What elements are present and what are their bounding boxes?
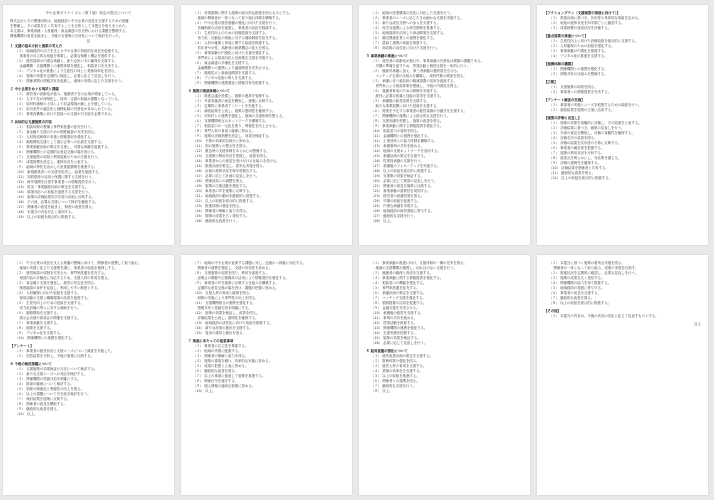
text-line: （３） デジタル化の推進により生産性の向上と業務効率化を図る。: [15, 69, 118, 73]
text-line: （２） 親族内承継に加え、第三者承継の選択肢を広げる。: [371, 69, 461, 73]
text-line: （１） 支援施策の効果検証の方法について検討する。: [15, 367, 98, 371]
text-line: （２） 回答結果を分析し、今後の施策に反映する。: [15, 354, 95, 358]
text-line: 本文書は、事業承継・人材確保・資金調達の各分野における課題を整理する。: [10, 29, 129, 33]
text-line: （14） 地域の支援ネットワークを活用する。: [371, 149, 441, 153]
text-line: （22） 以上の取組を総合的に推進する。: [193, 199, 257, 203]
text-line: （13） 承継事例の共有を進める。: [371, 144, 424, 148]
text-line: （９） 個人情報の適切な管理に努める。: [193, 384, 256, 388]
text-line: （３） 人材育成研修の実施と情報発信を強化する。: [15, 135, 95, 139]
text-line: （18） 本提言の内容を広く周知する。: [15, 210, 75, 214]
text-line: （７） 支援施策の周知と利用促進のための広報を行う。: [15, 155, 101, 159]
text-line: （７） 以上の事項に留意して施策を推進する。: [193, 374, 266, 378]
text-line: 若年者や女性、高齢者の就業機会の拡大を図る。: [193, 46, 273, 50]
text-line: 経営に必要な知識と技能の習得を支援する。: [371, 94, 444, 98]
text-line: （５） 以上の取組を推進する。: [371, 374, 420, 378]
text-line: （２） 財務体質の強化を図る。: [371, 359, 420, 363]
text-line: （19） 以上の取組を総合的に推進する。: [15, 215, 79, 219]
section-heading: 【アンケート】: [10, 344, 34, 348]
section-heading: １ 支援の基本方針と施策の考え方: [10, 44, 63, 48]
text-line: 関係者が一体となって取り組み、成果の実現を目指す。: [549, 266, 639, 270]
text-line: （４） 販路開拓支援として展示会等への出展を支援する。: [15, 140, 105, 144]
text-line: （２） 事業者のニーズに応じたきめ細かな支援を実施する。: [371, 16, 464, 20]
text-line: （15） 雇用の維持と創出を図る。: [193, 331, 246, 335]
text-line: （３） 承継に伴う税負担の軽減措置の活用を促進する。: [371, 79, 457, 83]
text-line: （８） 改善点を明らかにし、対応策を講じる。: [549, 156, 622, 160]
text-line: （８） 以上。: [371, 389, 393, 393]
text-line: （１） 本提言に基づく施策の着実な実施を図る。: [549, 261, 625, 265]
text-line: （21） 地域経済の動向を継続的に把握する。: [193, 194, 263, 198]
section-heading: 【連携体制の構築】: [544, 62, 575, 66]
text-line: （７） 関係機関の連携による総合的な支援を行う。: [371, 114, 451, 118]
text-line: （５） 市町村との連携を強化し、地域の支援体制を整える。: [193, 114, 286, 118]
text-line: 株式会社とその関連団体は、地域経済と中小企業の成長を支援するための基盤: [10, 19, 129, 23]
text-line: （12） 啓発活動を推進する。: [371, 321, 418, 325]
text-line: （17） 必要に応じて計画の見直しを行う。: [193, 174, 260, 178]
text-line: 研修の実施により専門性の向上を図る。: [193, 296, 259, 300]
section-heading: ３ 具体的な支援施策の内容: [10, 120, 52, 124]
text-line: （２） 経営資源の円滑な承継と、新たな担い手の確保を支援する。: [15, 59, 118, 63]
text-line: （10） 相談窓口の周知を図る。: [371, 129, 421, 133]
text-line: マッチング支援の仕組みを構築し、成約件数の増加を図る。: [371, 74, 467, 78]
text-line: （７） 販路拡大と新商品開発を支援する。: [193, 71, 259, 75]
text-line: （２） 推進状況を定期的に確認し、必要な見直しを行う。: [549, 271, 639, 275]
text-line: （11） 国の施策との整合性を図る。: [193, 144, 250, 148]
text-line: （８） 商店街の活性化に向けた支援を行う。: [371, 46, 440, 50]
text-line: （７） 事業承継を支援する。: [15, 321, 61, 325]
section-heading: ４ 施策の推進体制について: [188, 89, 230, 93]
text-line: （１） 関係機関との連携を強化する。: [549, 67, 608, 71]
text-line: （11） 継続的な改善を図る。: [549, 171, 596, 175]
text-line: （24） 早期の取組を促進する。: [371, 199, 421, 203]
text-line: （10） 承継後の経営を支援する。: [371, 311, 424, 315]
text-line: 省力化設備の導入に対する補助を行う。: [15, 306, 81, 310]
text-line: （10） 評価結果を関係者と共有する。: [549, 166, 609, 170]
text-line: （６） 観光関連産業との連携を強化する。: [371, 36, 437, 40]
text-line: （１） 中小企業の成長を支える基盤の整備に向けて、関係者が連携して取り組む。: [15, 261, 142, 265]
text-line: 早期の準備を促すため、啓発活動と個別支援を一体的に行う。: [371, 64, 471, 68]
text-line: （16） 計画の進捗状況を毎年度報告する。: [193, 169, 260, 173]
text-line: （25） 施策の成果を広く発信する。: [193, 214, 250, 218]
text-line: （３） 成果指標の達成状況を評価する。: [549, 26, 612, 30]
text-line: （８） 専門人材の育成と確保に努める。: [193, 129, 256, 133]
text-line: （１） 相談体制の整備と専門家派遣の拡充を行う。: [15, 125, 95, 129]
text-line: （４） 業務の効率化を支援する。: [371, 369, 423, 373]
text-line: （20） 必要に応じて制度の見直しを行う。: [371, 179, 438, 183]
text-line: 関係者の連携を強化し、支援の実効性を高める。: [193, 266, 273, 270]
text-line: （６） 支援機関相互のネットワークを構築する。: [193, 119, 269, 123]
page-3: [359, 5, 530, 245]
text-line: （16） その他、必要な支援について検討を継続する。: [15, 200, 99, 204]
text-line: 展示会出展や商談会の開催を支援する。: [15, 316, 81, 320]
text-line: 説明会の開催や広報媒体の活用により情報発信を強化する。: [193, 276, 290, 280]
text-line: （15） 推進計画を策定し、着実な実施を図る。: [193, 164, 267, 168]
text-line: （５） 専門家派遣を拡充する。: [371, 286, 420, 290]
text-line: （１） 生産性向上に向けた設備投資を重点的に支援する。: [549, 39, 639, 43]
text-line: （18） 関係部局との調整を図る。: [193, 179, 246, 183]
text-line: （７） 検討結果を施策に反映する。: [15, 397, 71, 401]
text-line: （６） 廃業を予定する事業者の経営資源の引継ぎを支援する。: [371, 109, 468, 113]
text-line: 地域の関係者が一体となって取り組む体制を構築する。: [193, 16, 283, 20]
section-heading: ５ 事業承継の推進について: [366, 54, 408, 58]
text-line: （16） 必要に応じて見直しを行う。: [371, 341, 428, 345]
text-line: （８） 税制措置の活用を促進する。: [371, 301, 427, 305]
text-line: 相談内容の多様化に対応するため、支援人材の育成を図る。: [15, 276, 111, 280]
text-line: 関係機関の意見を踏まえ、今後の支援策の方向性について検討を行った。: [10, 34, 123, 38]
text-line: 制度融資の条件を見直し、利用しやすい制度とする。: [15, 286, 101, 290]
text-line: （７） 継続的な改善を図る。: [549, 296, 595, 300]
text-line: （６） 事業者の成長を支援する。: [549, 291, 601, 295]
text-line: （３） 関係機関の役割分担を明確にする。: [15, 377, 81, 381]
text-line: （21） 関係者の意見を施策に反映する。: [371, 184, 435, 188]
text-line: 金融機関との連携により融資制度を充実させる。: [193, 66, 273, 70]
text-line: （23） 推進体制の強化を図る。: [193, 204, 243, 208]
text-line: （３） 定期的に事業者アンケートを実施する。: [193, 104, 266, 108]
text-line: （10） 予算の効率的な執行に努める。: [193, 139, 253, 143]
text-line: （４） 評価手法の改善を図る。: [549, 136, 598, 140]
text-line: （10） 新規創業者への支援を拡充し、起業を促進する。: [15, 170, 102, 174]
text-line: （３） 新たな成長分野への参入を支援する。: [371, 21, 440, 25]
text-line: （23） 経営者の意識啓発を図る。: [371, 194, 424, 198]
text-line: （５） 成果の把握と公表に努める。: [193, 364, 249, 368]
text-line: （11） 金融機関との連携を強化する。: [371, 134, 431, 138]
text-line: （14） 環境対応への取組を促進する支援を行う。: [15, 190, 92, 194]
text-line: （５） 地域資源を活用した商品開発を支援する。: [371, 31, 447, 35]
text-line: （18） 以上の取組を総合的に推進する。: [371, 169, 435, 173]
text-line: （10） 支援人材の育成と確保を図る。: [193, 291, 253, 295]
text-line: （５） 承継後の経営改善を支援する。: [371, 99, 430, 103]
text-line: （６） 関係者との連携を図る。: [371, 379, 420, 383]
text-line: （１） 事業承継の推進に向け、支援体制の一層の充実を図る。: [371, 261, 467, 265]
text-line: （８） デジタル技術の導入を支援する。: [193, 76, 255, 80]
text-line: （７） 継続的な支援を行う。: [371, 384, 417, 388]
text-line: （12） 施策の効果を検証し、改善を図る。: [193, 311, 260, 315]
section-heading: 【施策の評価と見直し】: [544, 116, 582, 120]
text-line: （15） 施策の評価結果を次年度の計画に反映する。: [15, 195, 95, 199]
text-line: 省力化・自動化の取組に対する補助制度を拡充する。: [193, 36, 279, 40]
text-line: （１） 地域経済の活力を支える中小企業の持続的な成長を促進する。: [15, 49, 122, 53]
text-line: を整備し、その成果を広く共有することを目的として本提言を取りまとめた。: [10, 24, 129, 28]
text-line: （25） 円滑な承継を実現する。: [371, 204, 421, 208]
text-line: （９） デジタル化を支援する。: [15, 331, 64, 335]
text-line: （11） 知的財産の活用と保護に関する支援を行う。: [15, 175, 95, 179]
text-line: （１） 事業者の経営状況と支援ニーズについて調査を実施した。: [15, 349, 115, 353]
text-line: （５） 事業再構築に向けた投資への支援が引き続き必要である。: [15, 112, 115, 116]
text-line: （14） 支援実績を把握する。: [371, 331, 418, 335]
text-line: （１） 地域の産業構造の変化に対応した支援を行う。: [371, 11, 454, 15]
text-line: （３） 事業承継の円滑化を推進する。: [549, 49, 608, 53]
document-title: 中小企業ダイナミズム（第１版）改定の提言について: [45, 11, 132, 15]
text-line: （４） 産学官連携による研究開発を推進する。: [371, 26, 444, 30]
section-heading: ７ 推進にあたっての留意事項: [188, 339, 234, 343]
text-line: （２） 経営相談の体制を充実させ、専門家派遣を拡充する。: [15, 271, 108, 275]
text-line: （３） 資金繰り支援を強化し、経営の安定化を図る。: [15, 281, 98, 285]
text-line: 評価結果を公表し、透明性を確保する。: [193, 316, 259, 320]
text-line: （２） 中小企業の経営基盤の強化に向けた支援を行う。: [193, 21, 279, 25]
text-line: 以上: [694, 322, 701, 326]
text-line: （13） 支援策の利用状況を把握し、改善を図る。: [193, 154, 270, 158]
text-line: （10） 以上。: [193, 389, 216, 393]
text-line: 各種制度の活用を促進し、事業者の負担を軽減する。: [193, 26, 279, 30]
text-line: （19） 施策の広報活動を強化する。: [193, 184, 250, 188]
text-line: （13） 関係機関の連携を強化する。: [371, 326, 428, 330]
text-line: （17） 関係者の意見を踏まえ、制度の改善を図る。: [15, 205, 96, 209]
text-line: （11） 事例の共有を進める。: [371, 316, 418, 320]
page-7: [359, 255, 530, 495]
text-line: 定期的な意見交換の場を設け、課題の把握に努める。: [193, 286, 279, 290]
text-line: （８） 支援施策の周知を図り、利用を促進する。: [193, 271, 269, 275]
text-line: （１） 支援施策の周知を図る。: [549, 85, 598, 89]
text-line: （26） 継続的な改善を行う。: [193, 219, 240, 223]
text-line: （13） 地域経済の活性化に向けた取組を推進する。: [193, 321, 273, 325]
text-line: （８） 関係者の意見を聴取する。: [15, 402, 67, 406]
text-line: （６） 以上の課題について引き続き検討を行う。: [15, 392, 91, 396]
text-line: （４） 人材の確保と育成に関する取組を推進する。: [193, 41, 273, 45]
text-line: （２） 地域の実情に配慮する。: [193, 349, 242, 353]
text-line: （５） 生産性向上のための投資を支援する。: [15, 301, 84, 305]
text-line: （８） 支援実績を把握し、施策の改善を図る。: [371, 119, 444, 123]
text-line: （２） 調査結果を施策の立案に活用する。: [549, 108, 615, 112]
text-line: （19） 支援策の効果を検証する。: [371, 174, 424, 178]
text-line: （１） 事業者の自主性を尊重する。: [193, 344, 249, 348]
text-line: 地域の支援機関が連携し、切れ目のない支援を行う。: [371, 266, 457, 270]
text-line: （２） 人手不足が深刻化し、採用・定着の取組が課題となっている。: [15, 97, 122, 101]
section-heading: ６ 今後の検討課題について: [10, 362, 52, 366]
text-line: （４） デジタル化の推進を支援する。: [549, 54, 608, 58]
page-5: [3, 255, 174, 495]
page-6: [181, 255, 352, 495]
text-line: （８） 創業を支援する。: [15, 326, 54, 330]
text-line: （１） 事業者の実態とニーズを把握するための調査を行う。: [549, 103, 642, 107]
text-line: （１） 本提言の内容は、今後の状況の変化に応じて見直すものとする。: [549, 314, 659, 318]
text-line: （９） 事業承継に関する情報提供を強化する。: [371, 124, 444, 128]
text-line: （２） 情報共有の仕組みを整備する。: [549, 72, 608, 76]
text-line: （４） 施策の重複を避け、効率的な実施に努める。: [193, 359, 272, 363]
text-line: （１） 施策の効果を客観的に評価し、その結果を公表する。: [549, 121, 642, 125]
page-8: [537, 255, 708, 495]
text-line: （４） 後継者育成のための研修を実施する。: [371, 89, 440, 93]
text-line: （１） 経営者の高齢化が進む中、事業承継の円滑化は喫緊の課題である。: [371, 59, 484, 63]
text-line: （９） 金融支援を充実させる。: [371, 306, 420, 310]
text-line: （７） 農商工連携の取組を推進する。: [371, 41, 430, 45]
section-heading: 【広報】: [544, 80, 558, 84]
text-line: （４） 人材確保に向けた取組を支援する。: [15, 291, 81, 295]
text-line: 採用活動の支援と職場環境の改善を促進する。: [15, 296, 91, 300]
text-line: 専門家による相談対応と計画策定支援を実施する。: [193, 56, 276, 60]
text-line: （７） マッチング支援を強化する。: [371, 296, 426, 300]
text-line: （３） 事業承継に関する情報提供を強化する。: [371, 276, 444, 280]
text-line: （４） 関係機関の協力を得て推進する。: [549, 281, 612, 285]
text-line: （８） 以上の取組を総合的に推進する。: [549, 301, 612, 305]
text-line: （２） 評価結果に基づき、施策の見直しを行う。: [549, 126, 625, 130]
text-line: （８） 関係法令を遵守する。: [193, 379, 239, 383]
text-line: （６） 事業者の満足度を把握する。: [549, 146, 605, 150]
text-line: （４） 財源の確保について検討する。: [15, 382, 74, 386]
text-line: （12） 士業団体との協力体制を構築する。: [371, 139, 438, 143]
text-line: （11） 支援機関相互の連携を強化する。: [193, 301, 257, 305]
text-line: （６） 関係機関との定期的な意見交換の場を設ける。: [15, 150, 98, 154]
text-line: （４） 調査結果を公表し、施策の透明性を確保する。: [193, 109, 276, 113]
text-line: （５） 事業承継の円滑化に向けた支援を強化する。: [193, 51, 273, 55]
text-line: （６） 継続的な改善を図る。: [193, 369, 239, 373]
text-line: 金融機関・支援機関との連携体制を強化し、相談窓口を充実する。: [15, 64, 122, 68]
text-line: （20） 事業者の声を施策に反映する。: [193, 189, 253, 193]
text-line: （８） 成果指標を設定し、進捗状況を公表する。: [15, 160, 91, 164]
text-line: （14） 新たな産業の創出を支援する。: [193, 326, 253, 330]
page-1: [3, 5, 174, 245]
text-line: （26） 地域経済の維持発展に寄与する。: [371, 209, 435, 213]
text-line: （10） 以上。: [15, 412, 38, 416]
text-line: （９） 施策の評価指標を設定し、効果を検証する。: [193, 134, 273, 138]
text-line: （14） 事業者からの意見を受け付ける仕組みを設ける。: [193, 159, 280, 163]
text-line: （13） 防災・事業継続計画の策定を支援する。: [15, 185, 89, 189]
text-line: （２） 外部有識者の意見を聴取し、施策に反映する。: [193, 99, 276, 103]
text-line: （９） 事業者の声を施策に反映する仕組みを構築する。: [193, 281, 279, 285]
text-line: （１） 経営者の高齢化が進み、後継者不在の企業が増加している。: [15, 92, 118, 96]
text-line: （１） 推進会議を設置し、施策の進捗を管理する。: [193, 94, 273, 98]
text-line: （３） 関係者の理解と協力を得る。: [193, 354, 249, 358]
text-line: （４） 施策の効果を定期的に検証し、必要に応じて見直しを行う。: [15, 74, 118, 78]
text-line: 地域の実情に応じた支援策を講じ、事業者の取組を後押しする。: [15, 266, 118, 270]
text-line: （１） 推進計画に基づき、各年度の具体的な取組を定める。: [549, 16, 642, 20]
text-line: （28） 以上。: [371, 219, 394, 223]
section-heading: 【アクションプラン（支援施策の推進に向けて）】: [544, 11, 621, 15]
page-2: [181, 5, 352, 245]
text-line: （５） 地域経済の発展に寄与する。: [549, 286, 605, 290]
text-line: （15） 施策の効果を検証する。: [371, 336, 421, 340]
text-line: （５） 関係者間の情報共有を促進し、地域の実情に応じた支援を行う。: [15, 79, 125, 83]
text-line: （12） 以上の取組を総合的に推進する。: [549, 176, 613, 180]
text-line: （17） 承継後のフォローアップを実施する。: [371, 164, 441, 168]
text-line: （７） 相談窓口の一元化を図り、利便性を向上させる。: [193, 124, 279, 128]
text-line: （７） 地域の中小企業が直面する課題に対し、迅速かつ的確に対応する。: [193, 261, 306, 265]
section-heading: 【重点施策の推進について】: [544, 34, 589, 38]
text-line: （１） 産業振興に関する施策の総合的な推進を図るものとする。: [193, 11, 293, 15]
text-line: （７） 施策の利用状況を分析する。: [549, 151, 605, 155]
text-line: （２） 取組の進捗状況を四半期ごとに確認する。: [549, 21, 625, 25]
text-line: （６） 承継計画の策定を支援する。: [371, 291, 427, 295]
text-line: （３） 生産性向上のための設備投資を支援する。: [193, 31, 269, 35]
text-line: （２） 後継者の確保と育成を支援する。: [371, 271, 434, 275]
text-line: （５） 事業承継計画の策定を支援し、円滑な承継を促進する。: [15, 145, 112, 149]
text-line: （５） 制度の簡素化と利便性の向上を図る。: [15, 387, 84, 391]
text-line: （12） 海外展開を目指す事業者への情報提供を行う。: [15, 180, 99, 184]
text-line: （４） 取引条件の適正化と価格転嫁の円滑化が求められている。: [15, 107, 115, 111]
text-line: （３） 原材料価格の上昇により収益環境が厳しさを増している。: [15, 102, 115, 106]
text-line: （10） 関係機関との連携を強化する。: [15, 336, 75, 340]
text-line: 専門家による相談体制を整備し、手続の円滑化を図る。: [371, 84, 461, 88]
text-line: （６） 資金調達の多様化を支援する。: [193, 61, 252, 65]
page-4: [537, 5, 708, 245]
text-line: （２） 事業者への情報提供を充実する。: [549, 90, 612, 94]
text-line: （９） 評価の透明性を確保する。: [549, 161, 601, 165]
text-line: （16） 従業員承継の支援を行う。: [371, 159, 424, 163]
text-line: （６） 販路開拓を支援する。: [15, 311, 61, 315]
text-line: 事業者の自主的な取組を尊重し、必要な情報と機会を提供する。: [15, 54, 118, 58]
text-line: （15） 承継計画の策定を支援する。: [371, 154, 428, 158]
text-line: （４） 相談窓口の機能を強化する。: [371, 281, 427, 285]
text-line: 新たな事業展開に向けた投資を支援する。: [371, 104, 440, 108]
text-line: （22） 事業承継の重要性を周知する。: [371, 189, 431, 193]
text-line: （27） 継続的な支援を行う。: [371, 214, 418, 218]
section-heading: ８ 経営基盤の強化について: [366, 349, 408, 353]
text-line: （24） 関係者の理解と協力を得る。: [193, 209, 250, 213]
text-line: 記: [86, 39, 91, 43]
text-line: （３） 施策の成果を広く発信する。: [549, 276, 605, 280]
text-line: （９） 地域の特性を活かした産業振興策を推進する。: [15, 165, 98, 169]
text-line: （９） 関係機関の連携強化と情報共有を推進する。: [193, 81, 273, 85]
section-heading: 【その他】: [544, 309, 561, 313]
section-heading: ２ 中小企業をめぐる現状と課題: [10, 87, 59, 91]
text-line: （12） 緊急時の支援体制をあらかじめ整備する。: [193, 149, 270, 153]
text-line: （３） 外部の意見を聴取し、評価の客観性を確保する。: [549, 131, 635, 135]
section-heading: 【アンケート調査の実施】: [544, 98, 585, 102]
text-line: 情報共有と役割分担を明確にする。: [193, 306, 252, 310]
text-line: （５） 評価の結果を次年度の予算に反映する。: [549, 141, 622, 145]
text-line: （２） 人材確保のための取組を強化する。: [549, 44, 615, 48]
text-line: （９） 継続的な改善を図る。: [15, 407, 61, 411]
text-line: （２） 新たな支援ニーズへの対応を検討する。: [15, 372, 88, 376]
text-line: （１） 経営改善計画の策定を支援する。: [371, 354, 434, 358]
text-line: （３） 経営人材の育成を支援する。: [371, 364, 427, 368]
text-line: （２） 資金繰り支援のための制度融資の充実を図る。: [15, 130, 98, 134]
